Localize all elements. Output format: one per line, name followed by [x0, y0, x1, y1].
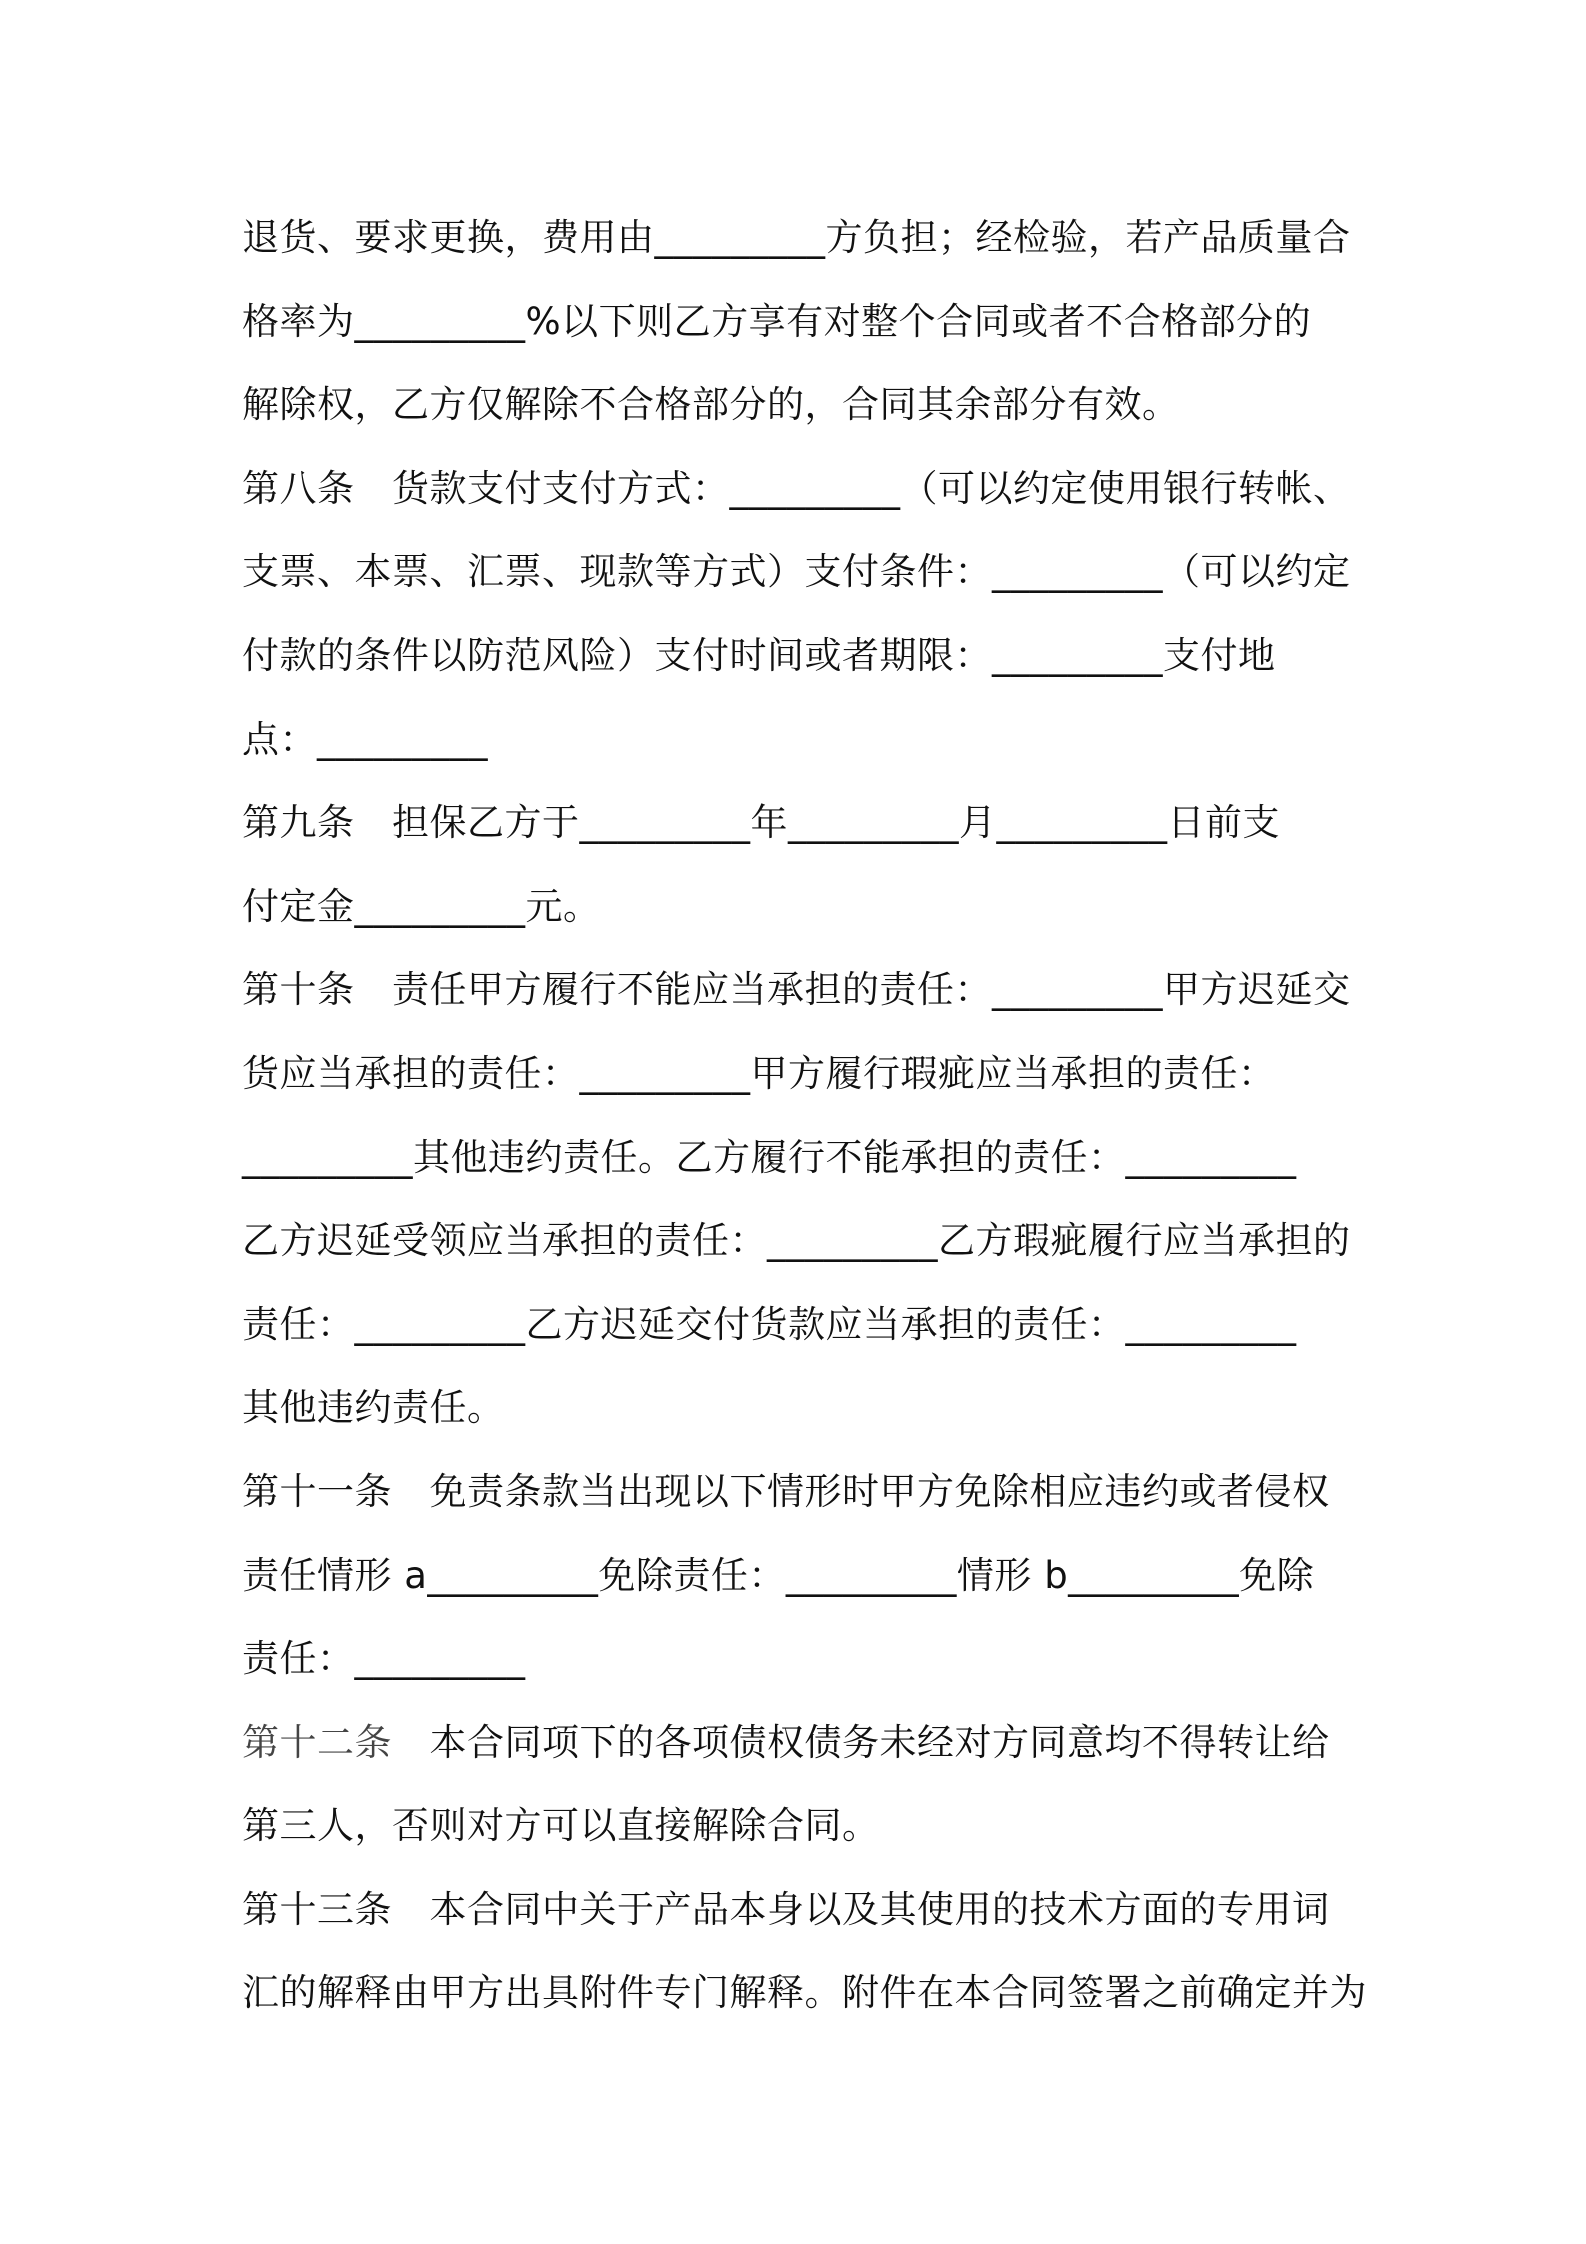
text-line: 第三人，否则对方可以直接解除合同。: [242, 1804, 880, 1848]
text-line: 解除权，乙方仅解除不合格部分的，合同其余部分有效。: [242, 383, 1180, 427]
article-12-heading: 第十二条: [242, 1720, 392, 1764]
text-line: 责任情形 a_________免除责任：_________情形 b_________免除: [242, 1553, 1315, 1597]
text-line: 点：_________: [242, 717, 488, 761]
article-9-line: 第九条 担保乙方于_________年_________月_________日前支: [242, 801, 1280, 845]
text-line: 付定金_________元。: [242, 884, 601, 928]
article-12-text: 本合同项下的各项债权债务未经对方同意均不得转让给: [429, 1720, 1330, 1764]
text-line: 退货、要求更换，费用由_________方负担；经检验，若产品质量合: [242, 216, 1351, 259]
text-line: 支票、本票、汇票、现款等方式）支付条件：_________（可以约定: [242, 550, 1351, 594]
text-line: 责任：_________: [242, 1637, 526, 1681]
text-line: 其他违约责任。: [242, 1386, 505, 1430]
article-8-line: 第八条 货款支付支付方式：_________（可以约定使用银行转帐、: [242, 466, 1351, 510]
article-13-line: 第十三条 本合同中关于产品本身以及其使用的技术方面的专用词: [242, 1887, 1330, 1931]
article-12-line: [242, 1701, 1362, 1785]
text-line: 汇的解释由甲方出具附件专门解释。附件在本合同签署之前确定并为: [242, 1971, 1367, 2015]
article-11-line: 第十一条 免责条款当出现以下情形时甲方免除相应违约或者侵权: [242, 1469, 1330, 1513]
text-line: 责任：_________乙方迟延交付货款应当承担的责任：_________: [242, 1302, 1297, 1346]
text-line: 货应当承担的责任：_________甲方履行瑕疵应当承担的责任：: [242, 1051, 1276, 1095]
text-line: 格率为_________%以下则乙方享有对整个合同或者不合格部分的: [242, 299, 1312, 343]
text-line: 付款的条件以防范风险）支付时间或者期限：_________支付地: [242, 633, 1276, 677]
article-10-line: 第十条 责任甲方履行不能应当承担的责任：_________甲方迟延交: [242, 968, 1351, 1012]
text-line: _________其他违约责任。乙方履行不能承担的责任：_________: [242, 1135, 1297, 1179]
contract-body: [242, 196, 1367, 2035]
text-line: 乙方迟延受领应当承担的责任：_________乙方瑕疵履行应当承担的: [242, 1219, 1351, 1263]
